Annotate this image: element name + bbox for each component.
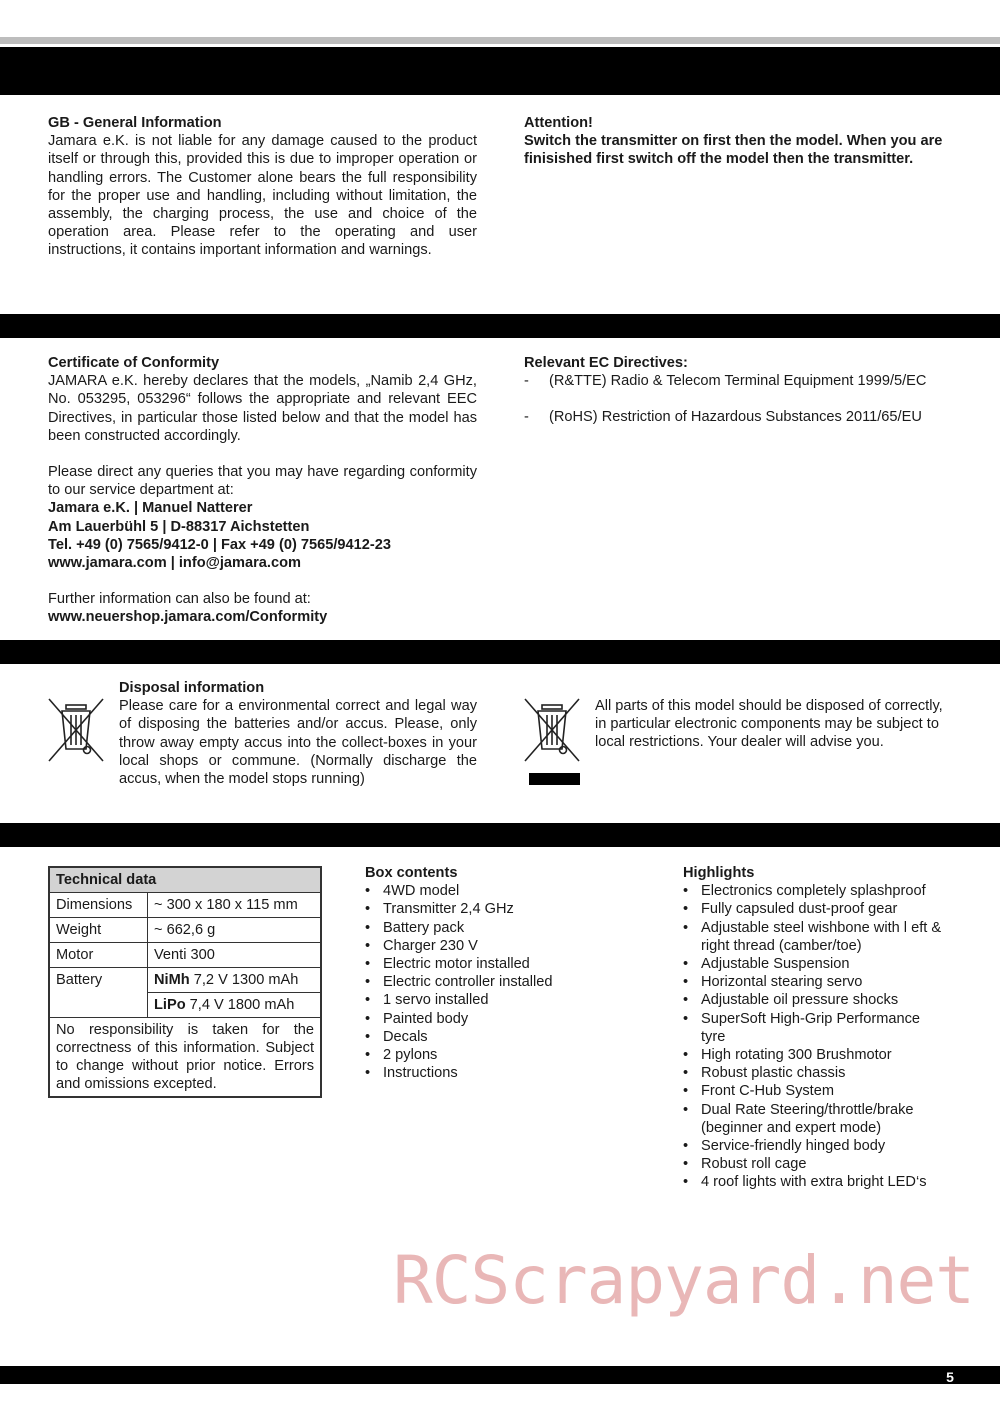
technical-data [48,866,322,1098]
section-bar-4 [0,823,1000,847]
page-number: 5 [946,1369,954,1385]
section-bar-1 [0,47,1000,95]
conformity-block [48,354,477,627]
weee-bar [529,773,580,785]
list-item: • Electric controller installed [365,973,645,991]
list-item: • Adjustable Suspension [683,955,945,973]
disposal-right [595,697,957,752]
table-row: Motor Venti 300 [49,943,321,968]
disposal-body: Please care for a environmental correct and legal way of disposing the batteries and/or accus. Please, only throw away empty accus into the collect-boxes in your local shops or commune. (Normally discharge the accus, when the model stops running) [119,698,477,788]
list-item: • Instructions [365,1064,645,1082]
list-item: • Front C-Hub System [683,1082,945,1100]
disposal-left [119,679,477,788]
list-item: • Adjustable steel wishbone with l eft & right thread (camber/toe) [683,919,945,955]
disposal-heading: Disposal information [119,680,265,696]
contact-line-3: Tel. +49 (0) 7565/9412-0 | Fax +49 (0) 7565/9412-23 [48,536,391,553]
table-row: Weight ~ 662,6 g [49,918,321,943]
list-item: • 1 servo installed [365,991,645,1009]
list-item: • Painted body [365,1010,645,1028]
list-item: • Fully capsuled dust-proof gear [683,900,945,918]
list-item: • Decals [365,1028,645,1046]
box-contents [365,864,645,1082]
box-heading: Box contents [365,865,458,881]
section-bar-3 [0,640,1000,664]
conformity-queries: Please direct any queries that you may have regarding conformity to our service department at: [48,464,477,499]
list-item: • Electric motor installed [365,955,645,973]
conformity-body: JAMARA e.K. hereby declares that the models, „Namib 2,4 GHz, No. 053295, 053296“ follows the appropriate and relevant EEC Directives, in particular those listed below and that the model has been constructed accordingly. [48,373,477,444]
general-body: Jamara e.K. is not liable for any damage caused to the product itself or through this, provided this is due to improper operation or handling errors. The Customer alone bears the full responsibility for the proper use and handling, including without limitation, the assembly, the charging process, the use and choice of the operation area. Please refer to the operating and user instructions, it contains important information and warnings. [48,133,477,259]
disposal-body-2: All parts of this model should be disposed of correctly, in particular electronic components may be subject to local restrictions. Your dealer will advise you. [595,698,943,751]
table-row: Dimensions ~ 300 x 180 x 115 mm [49,893,321,918]
list-item: • Dual Rate Steering/throttle/brake (beginner and expert mode) [683,1101,945,1137]
list-item: • Horizontal stearing servo [683,973,945,991]
list-item: • Robust roll cage [683,1155,945,1173]
list-item: • Transmitter 2,4 GHz [365,900,645,918]
general-information [48,114,477,260]
footer-bar [0,1366,1000,1384]
contact-line-2: Am Lauerbühl 5 | D-88317 Aichstetten [48,518,310,535]
list-item: • Adjustable oil pressure shocks [683,991,945,1009]
directives-block [524,354,964,427]
directives-heading: Relevant EC Directives: [524,355,688,371]
directive-item-rtte: - (R&TTE) Radio & Telecom Terminal Equipment 1999/5/EC [524,373,927,390]
contact-line-4[interactable]: www.jamara.com | info@jamara.com [48,555,301,572]
technical-title: Technical data [49,867,321,893]
technical-table [48,866,322,1098]
crossed-bin-icon [47,697,105,763]
top-gray-rule [0,37,1000,44]
list-item: • Battery pack [365,919,645,937]
list-item: • 2 pylons [365,1046,645,1064]
section-bar-2 [0,314,1000,338]
list-item: • Charger 230 V [365,937,645,955]
directive-item-rohs: - (RoHS) Restriction of Hazardous Substances 2011/65/EU [524,409,922,426]
conformity-heading: Certificate of Conformity [48,355,220,371]
highlights [683,864,945,1192]
list-item: • Robust plastic chassis [683,1064,945,1082]
list-item: • 4 roof lights with extra bright LED‘s [683,1173,945,1191]
technical-note: No responsibility is taken for the correctness of this information. Subject to change without prior notice. Errors and omissions excepted. [49,1018,321,1098]
list-item: • 4WD model [365,882,645,900]
list-item: • High rotating 300 Brushmotor [683,1046,945,1064]
attention-block [524,114,956,169]
list-item: • Service-friendly hinged body [683,1137,945,1155]
crossed-bin-icon [523,697,581,763]
watermark: RCScrapyard.net [393,1242,975,1319]
general-heading: GB - General Information [48,115,222,131]
table-row: LiPo 7,4 V 1800 mAh [49,993,321,1018]
table-row: Battery NiMh 7,2 V 1300 mAh [49,968,321,993]
box-list [365,882,645,1082]
further-url[interactable]: www.neuershop.jamara.com/Conformity [48,609,328,626]
list-item: • Electronics completely splashproof [683,882,945,900]
attention-body: Switch the transmitter on first then the model. When you are finisished first switch off the model then the transmitter. [524,133,943,168]
highlights-list [683,882,945,1191]
attention-heading: Attention! [524,115,593,131]
highlights-heading: Highlights [683,865,755,881]
contact-line-1: Jamara e.K. | Manuel Natterer [48,500,253,517]
further-info: Further information can also be found at: [48,591,311,608]
list-item: • SuperSoft High-Grip Performance tyre [683,1010,945,1046]
